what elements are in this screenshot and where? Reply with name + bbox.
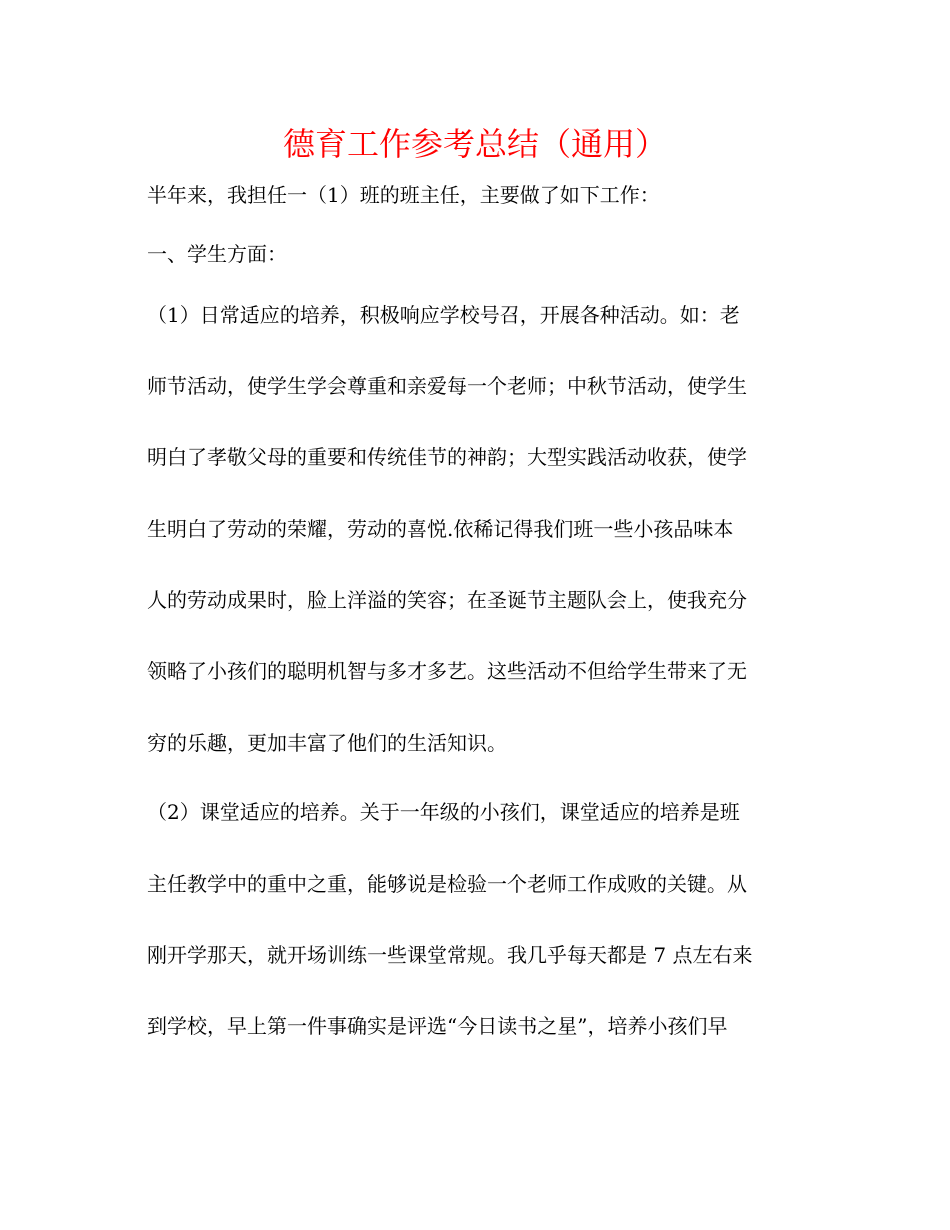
paragraph-line: 领略了小孩们的聪明机智与多才多艺。这些活动不但给学生带来了无 [147,659,747,683]
paragraph-line: 穷的乐趣，更加丰富了他们的生活知识。 [147,731,507,755]
intro-line: 半年来，我担任一（1）班的班主任，主要做了如下工作： [147,183,660,207]
paragraph-line: 明白了孝敬父母的重要和传统佳节的神韵；大型实践活动收获，使学 [147,445,747,469]
paragraph-line: （2）课堂适应的培养。关于一年级的小孩们，课堂适应的培养是班 [147,800,740,824]
paragraph-line: 到学校，早上第一件事确实是评选“今日读书之星”，培养小孩们早 [147,1014,728,1038]
paragraph-line: 主任教学中的重中之重，能够说是检验一个老师工作成败的关键。从 [147,872,747,896]
paragraph-line: （1）日常适应的培养，积极响应学校号召，开展各种活动。如：老 [147,303,740,327]
section-heading: 一、学生方面： [147,242,287,266]
paragraph-line: 人的劳动成果时，脸上洋溢的笑容；在圣诞节主题队会上，使我充分 [147,588,747,612]
paragraph-line: 刚开学那天，就开场训练一些课堂常规。我几乎每天都是 7 点左右来 [147,943,753,967]
document-title: 德育工作参考总结（通用） [282,125,667,163]
paragraph-line: 生明白了劳动的荣耀，劳动的喜悦.依稀记得我们班一些小孩品味本 [147,517,734,541]
paragraph-line: 师节活动，使学生学会尊重和亲爱每一个老师；中秋节活动，使学生 [147,374,747,398]
